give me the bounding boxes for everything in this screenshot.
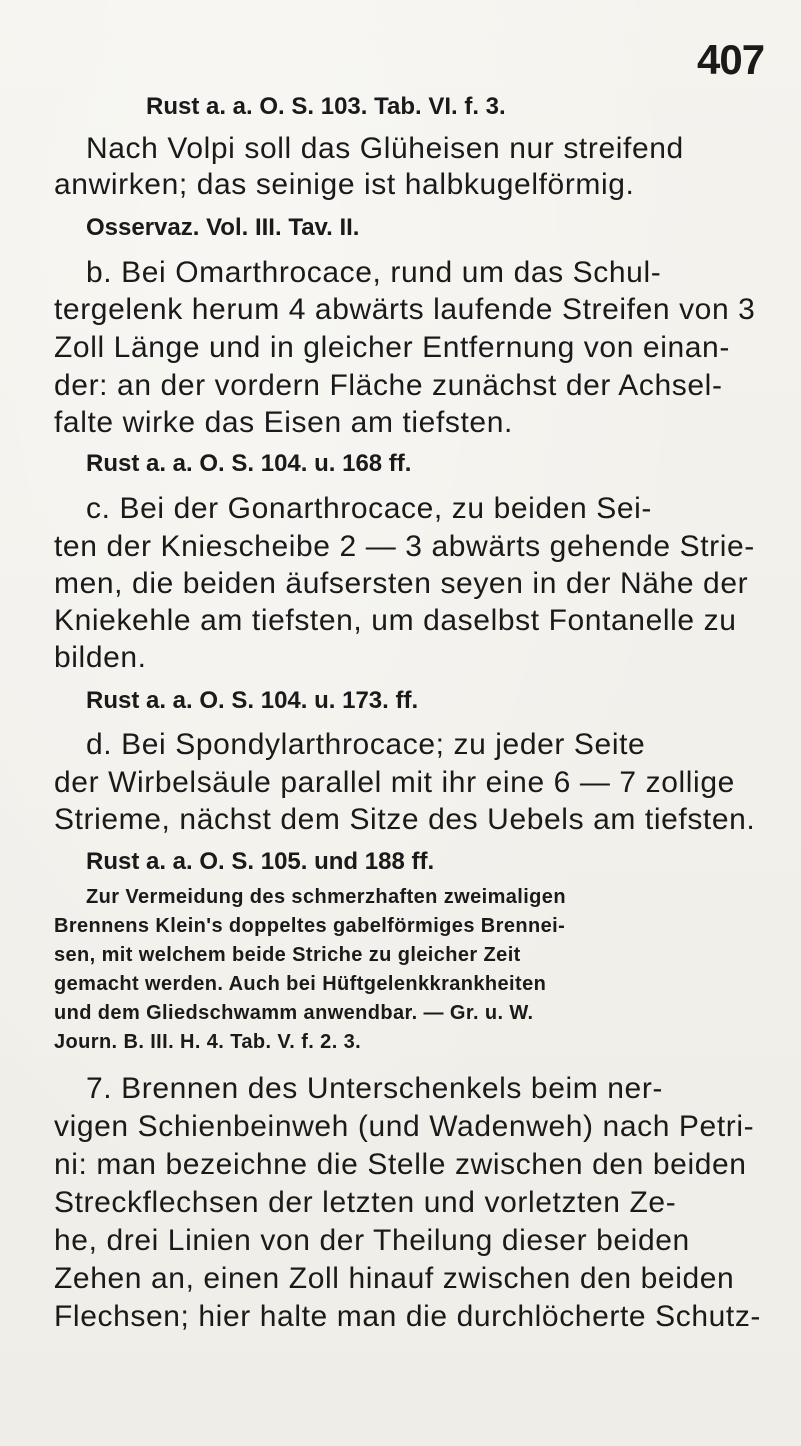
note-line: und dem Gliedschwamm anwendbar. — Gr. u. W. [54, 1002, 534, 1024]
paragraph-line: men, die beiden äufsersten seyen in der Nähe der [54, 567, 749, 600]
paragraph-line: he, drei Linien von der Theilung dieser beiden [54, 1224, 690, 1257]
paragraph-line: tergelenk herum 4 abwärts laufende Streifen von 3 [54, 293, 756, 326]
paragraph-line: vigen Schienbeinweh (und Wadenweh) nach Petri- [54, 1110, 755, 1143]
section-b-line: b. Bei Omarthrocace, rund um das Schul- [86, 256, 662, 289]
paragraph-line: bilden. [54, 641, 147, 674]
paragraph-line: der: an der vordern Fläche zunächst der Achsel- [54, 369, 723, 402]
section-d-line: d. Bei Spondylarthrocace; zu jeder Seite [86, 728, 646, 761]
note-line: Brennens Klein's doppeltes gabelförmiges Brennei- [54, 915, 566, 937]
citation-rust-103: Rust a. a. O. S. 103. Tab. VI. f. 3. [146, 93, 506, 120]
note-line: gemacht werden. Auch bei Hüftgelenkkrankheiten [54, 973, 547, 995]
section-c-line: c. Bei der Gonarthrocace, zu beiden Sei- [86, 492, 652, 525]
paragraph-line: Zoll Länge und in gleicher Entfernung von einan- [54, 331, 730, 364]
page-number: 407 [697, 36, 765, 83]
paragraph-line: ni: man bezeichne die Stelle zwischen den beiden [54, 1148, 747, 1181]
note-line: sen, mit welchem beide Striche zu gleicher Zeit [54, 944, 521, 966]
paragraph-line: anwirken; das seinige ist halbkugelförmig. [54, 168, 635, 201]
note-line: Zur Vermeidung des schmerzhaften zweimaligen [86, 886, 566, 908]
citation-rust-104-173: Rust a. a. O. S. 104. u. 173. ff. [86, 687, 419, 714]
paragraph-line: Flechsen; hier halte man die durchlöcherte Schutz- [54, 1300, 762, 1333]
paragraph-line: Zehen an, einen Zoll hinauf zwischen den beiden [54, 1262, 735, 1295]
paragraph-line: Kniekehle am tiefsten, um daselbst Fontanelle zu [54, 604, 737, 637]
paragraph-line: Streckflechsen der letzten und vorletzten Ze- [54, 1186, 677, 1219]
section-7-line: 7. Brennen des Unterschenkels beim ner- [86, 1072, 664, 1105]
citation-rust-104: Rust a. a. O. S. 104. u. 168 ff. [86, 450, 412, 477]
citation-rust-105: Rust a. a. O. S. 105. und 188 ff. [86, 848, 435, 875]
citation-osservaz: Osservaz. Vol. III. Tav. II. [86, 214, 360, 241]
paragraph-line: falte wirke das Eisen am tiefsten. [54, 406, 513, 439]
paragraph-line: Nach Volpi soll das Glüheisen nur streifend [86, 132, 684, 165]
paragraph-line: ten der Kniescheibe 2 — 3 abwärts gehende Strie- [54, 530, 755, 563]
paragraph-line: Strieme, nächst dem Sitze des Uebels am tiefsten. [54, 803, 756, 836]
note-line: Journ. B. III. H. 4. Tab. V. f. 2. 3. [54, 1031, 362, 1053]
paragraph-line: der Wirbelsäule parallel mit ihr eine 6 — 7 zollige [54, 766, 735, 799]
